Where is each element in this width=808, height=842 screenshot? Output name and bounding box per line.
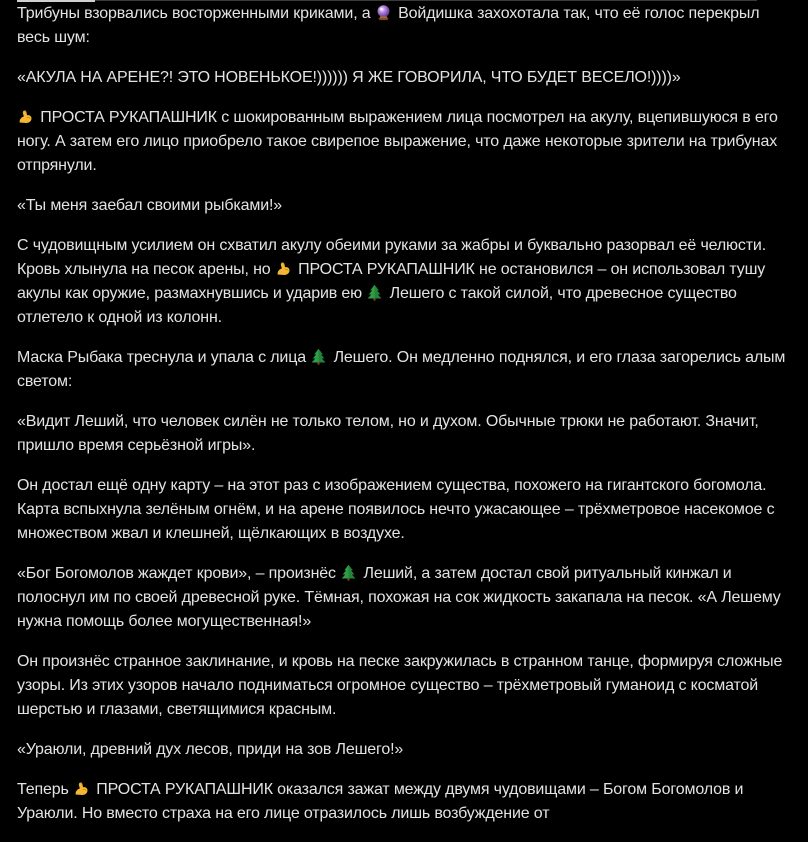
flexed-biceps-icon [73,780,90,797]
paragraph-10: Он произнёс странное заклинание, и кровь на песке закружилась в странном танце, формируя сложные узоры. Из этих узоров начало подниматься огромное существо – трёхметровый гуманоид с косматой шерстью и глазами, светящимися красным. [17,653,783,718]
flexed-biceps-icon [275,260,292,277]
crystal-ball-icon [375,4,392,21]
flexed-biceps-icon [17,108,34,125]
paragraph-6: Маска Рыбака треснула и упала с лица Лешего. Он медленно поднялся, и его глаза загорелись алым светом: [17,349,786,390]
paragraph-5: С чудовищным усилием он схватил акулу обеими руками за жабры и буквально разорвал её челюсти. Кровь хлынула на песок арены, но ПРОСТА РУКАПАШНИК не остановился – он использовал тушу акулы как оружие, размахнувшись и ударив ею Лешего с такой силой, что древесное существо отлетело к одной из колонн. [17,237,767,326]
paragraph-8: Он достал ещё одну карту – на этот раз с изображением существа, похожего на гигантского богомола. Карта вспыхнула зелёным огнём, и на арене появилось нечто ужасающее – трёхметровое насекомое с множеством жвал и клешней, щёлкающих в воздухе. [17,477,775,542]
top-divider [17,0,757,1]
paragraph-7: «Видит Леший, что человек силён не только телом, но и духом. Обычные трюки не работают. Значит, пришло время серьёзной игры». [17,413,759,454]
paragraph-12: Теперь ПРОСТА РУКАПАШНИК оказался зажат между двумя чудовищами – Богом Богомолов и Ураюли. Но вместо страха на его лице отразилось лишь возбуждение от [17,781,744,822]
paragraph-3: ПРОСТА РУКАПАШНИК с шокированным выражением лица посмотрел на акулу, вцепившуюся в его ногу. А затем его лицо приобрело такое свирепое выражение, что даже некоторые зрители на трибунах отпрянули. [17,109,778,174]
paragraph-9: «Бог Богомолов жаждет крови», – произнёс Леший, а затем достал свой ритуальный кинжал и полоснул им по своей древесной руке. Тёмная, похожая на сок жидкость закапала на песок. «А Лешему нужна помощь более могущественная!» [17,565,781,630]
evergreen-tree-icon [366,284,383,301]
evergreen-tree-icon [310,348,327,365]
paragraph-4: «Ты меня заебал своими рыбками!» [17,197,283,214]
story-text [17,2,787,842]
paragraph-11: «Ураюли, древний дух лесов, приди на зов Лешего!» [17,741,404,758]
paragraph-1: Трибуны взорвались восторженными криками, а Войдишка захохотала так, что её голос перекрыл весь шум: [17,5,760,46]
paragraph-2: «АКУЛА НА АРЕНЕ?! ЭТО НОВЕНЬКОЕ!)))))) Я ЖЕ ГОВОРИЛА, ЧТО БУДЕТ ВЕСЕЛО!))))» [17,69,681,86]
evergreen-tree-icon [340,564,357,581]
